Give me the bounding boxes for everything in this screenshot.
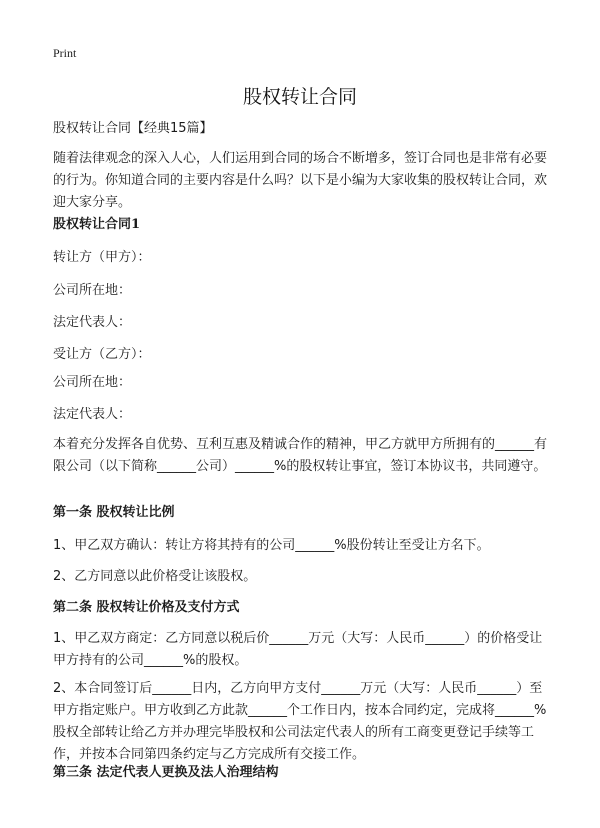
article1-heading-text: 第一条 股权转让比例 (53, 505, 175, 520)
article2-heading (53, 597, 553, 619)
contract-heading-text: 股权转让合同1 (53, 217, 141, 232)
contract-heading (53, 214, 553, 236)
article2-clause2-text: 2、本合同签订后______日内，乙方向甲方支付______万元（大写：人民币______）至甲方指定账户。甲方收到乙方此款______个工作日内，按本合同约定，完成将______%股权全部转让给乙方并办理完毕股权和公司法定代表人的所有工商变更登记手续等工作，并按本合同第四条约定与乙方完成所有交接工作。 (53, 681, 547, 762)
subtitle (53, 118, 553, 140)
party-a-address-text: 公司所在地： (53, 283, 132, 298)
party-b-address-text: 公司所在地： (53, 375, 132, 390)
party-a-rep-text: 法定代表人： (53, 315, 132, 330)
party-a-address-line (53, 280, 553, 302)
intro-text: 随着法律观念的深入人心，人们运用到合同的场合不断增多，签订合同也是非常有必要的行为。你知道合同的主要内容是什么吗？以下是小编为大家收集的股权转让合同，欢迎大家分享。 (53, 151, 548, 210)
article1-heading (53, 502, 553, 524)
article2-clause2 (53, 678, 553, 766)
party-b-text: 受让方（乙方）： (53, 347, 151, 362)
preamble-text: 本着充分发挥各自优势、互利互惠及精诚合作的精神，甲乙方就甲方所拥有的______有限公司（以下简称______公司）______%的股权转让事宜，签订本协议书，共同遵守。 (53, 437, 548, 474)
article1-clause2 (53, 566, 553, 588)
party-b-address-line (53, 372, 553, 394)
article3-heading (53, 762, 553, 784)
article3-heading-text: 第三条 法定代表人更换及法人治理结构 (53, 765, 279, 780)
article1-clause1-text: 1、甲乙双方确认：转让方将其持有的公司______%股份转让至受让方名下。 (53, 538, 490, 553)
party-b-rep-line (53, 404, 553, 426)
article2-heading-text: 第二条 股权转让价格及支付方式 (53, 600, 240, 615)
article1-clause1 (53, 535, 553, 557)
party-a-line (53, 247, 553, 269)
article1-clause2-text: 2、乙方同意以此价格受让该股权。 (53, 569, 257, 584)
print-link[interactable]: Print (53, 46, 77, 60)
page-title: 股权转让合同 (242, 86, 357, 108)
preamble-paragraph (53, 434, 553, 478)
party-b-rep-text: 法定代表人： (53, 407, 132, 422)
party-a-text: 转让方（甲方）： (53, 250, 151, 265)
party-b-line (53, 344, 553, 366)
article2-clause1-text: 1、甲乙双方商定：乙方同意以税后价______万元（大写：人民币______）的价格受让甲方持有的公司______%的股权。 (53, 631, 543, 668)
intro-paragraph (53, 148, 553, 214)
subtitle-text: 股权转让合同【经典15篇】 (53, 121, 213, 136)
party-a-rep-line (53, 312, 553, 334)
article2-clause1 (53, 628, 553, 672)
